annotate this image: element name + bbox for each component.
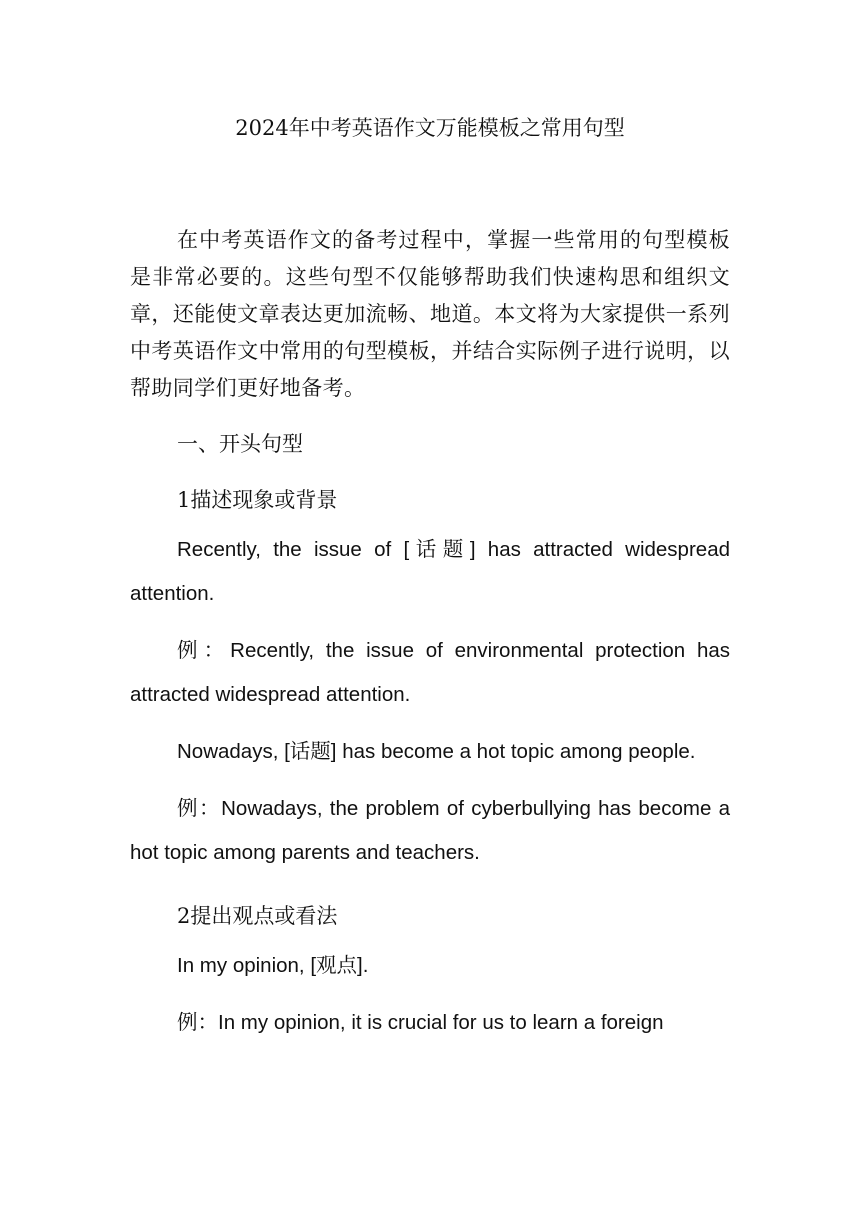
example-sentence: 例：In my opinion, it is crucial for us to learn a foreign bbox=[177, 1011, 664, 1034]
template-sentence: Recently, the issue of [话题] has attracted widespread attention. bbox=[130, 538, 730, 605]
template-sentence: Nowadays, [话题] has become a hot topic among people. bbox=[177, 740, 696, 763]
subsection-heading: 2提出观点或看法 bbox=[177, 904, 338, 928]
template-sentence: In my opinion, [观点]. bbox=[177, 954, 369, 977]
document-body bbox=[130, 222, 730, 1045]
document-title: 2024年中考英语作文万能模板之常用句型 bbox=[235, 116, 625, 140]
example-sentence: 例：Nowadays, the problem of cyberbullying has become a hot topic among parents and teachers. bbox=[130, 797, 730, 864]
section-heading: 一、开头句型 bbox=[177, 432, 303, 456]
intro-paragraph: 在中考英语作文的备考过程中，掌握一些常用的句型模板是非常必要的。这些句型不仅能够帮助我们快速构思和组织文章，还能使文章表达更加流畅、地道。本文将为大家提供一系列中考英语作文中常用的句型模板，并结合实际例子进行说明，以帮助同学们更好地备考。 bbox=[130, 228, 730, 400]
example-sentence: 例：Recently, the issue of environmental protection has attracted widespread attention. bbox=[130, 639, 730, 706]
subsection-heading: 1描述现象或背景 bbox=[177, 488, 338, 512]
